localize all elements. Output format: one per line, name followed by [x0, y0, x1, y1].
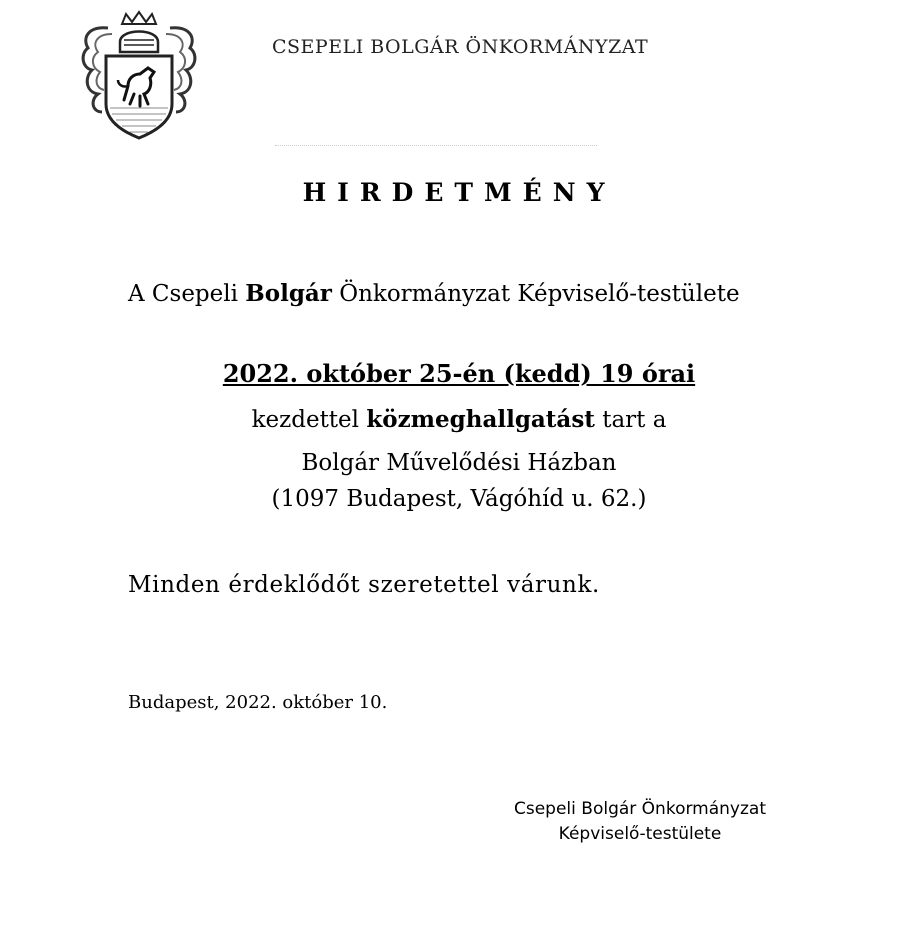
line1-prefix: A Csepeli: [128, 281, 246, 307]
line3-prefix: kezdettel: [251, 407, 367, 433]
venue-line: Bolgár Művelődési Házban: [301, 450, 617, 476]
place-date-line: Budapest, 2022. október 10.: [128, 692, 388, 713]
meeting-date-line: 2022. október 25-én (kedd) 19 órai: [222, 359, 696, 388]
notice-line-body: [128, 280, 740, 307]
signature-organization: Csepeli Bolgár Önkormányzat: [514, 799, 766, 819]
coat-of-arms-icon: [78, 8, 200, 140]
invitation-line: Minden érdeklődőt szeretettel várunk.: [128, 572, 600, 598]
organization-header: CSEPELI BOLGÁR ÖNKORMÁNYZAT: [272, 36, 649, 58]
line1-bold: Bolgár: [245, 280, 332, 307]
line3-suffix: tart a: [594, 407, 667, 433]
line3-bold: közmeghallgatást: [366, 406, 595, 433]
hearing-line: [0, 406, 898, 433]
signature-body: Képviselő-testülete: [558, 824, 722, 844]
notice-title: HIRDETMÉNY: [302, 178, 616, 207]
address-line: (1097 Budapest, Vágóhíd u. 62.): [271, 486, 647, 512]
line1-suffix: Önkormányzat Képviselő-testülete: [331, 281, 740, 307]
header-divider: [275, 145, 597, 146]
